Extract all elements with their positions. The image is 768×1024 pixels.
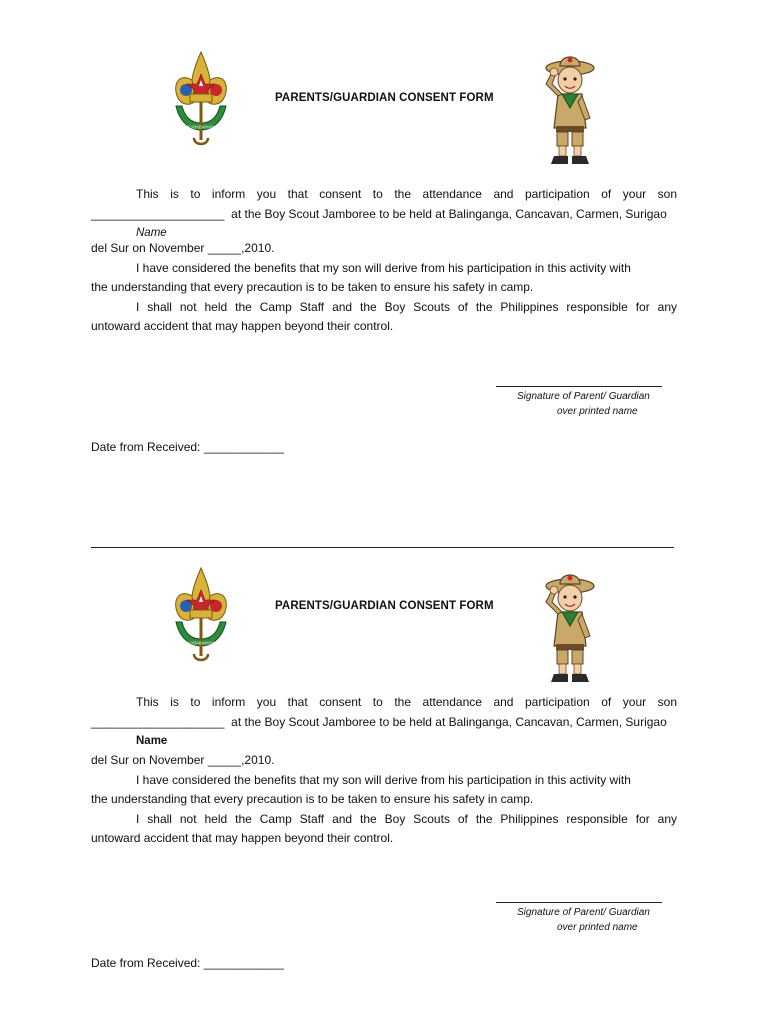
paragraph-3-line-2: untoward accident that may happen beyond their control. <box>91 319 394 333</box>
name-caption: Name <box>136 735 168 747</box>
signature-label: Signature of Parent/ Guardian <box>517 391 650 402</box>
saluting-scout-mascot <box>538 50 600 168</box>
scout-emblem-logo <box>170 50 232 154</box>
form-body <box>91 185 677 337</box>
saluting-scout-mascot <box>538 568 600 686</box>
paragraph-1-line-3: del Sur on November _____,2010. <box>91 241 275 255</box>
logo-lettering: KABABAIHAN <box>187 124 215 130</box>
paragraph-3-line-2: untoward accident that may happen beyond their control. <box>91 831 394 845</box>
paragraph-2-line-2: the understanding that every precaution is to be taken to ensure his safety in camp. <box>91 280 534 294</box>
name-caption: Name <box>136 227 167 239</box>
paragraph-1-line-1: This is to inform you that consent to the attendance and participation of your son <box>136 187 677 201</box>
jamboree-location-text: at the Boy Scout Jamboree to be held at Balinganga, Cancavan, Carmen, Surigao <box>231 206 667 221</box>
date-received-field[interactable]: Date from Received: ____________ <box>91 956 284 970</box>
son-name-blank[interactable]: ____________________ <box>91 206 225 221</box>
paragraph-1-line-2 <box>91 713 677 733</box>
logo-lettering: KABABAIHAN <box>187 640 215 646</box>
paragraph-3-line-1: I shall not held the Camp Staff and the Boy Scouts of the Philippines responsible for any <box>136 811 677 826</box>
date-received-field[interactable]: Date from Received: ____________ <box>91 440 284 454</box>
paragraph-2-line-1: I have considered the benefits that my son will derive from his participation in this activity with <box>136 772 631 787</box>
paragraph-1-line-2 <box>91 205 677 225</box>
scout-emblem-logo <box>170 566 232 670</box>
consent-form-1 <box>0 0 768 480</box>
signature-line[interactable] <box>496 902 662 903</box>
signature-line[interactable] <box>496 386 662 387</box>
name-caption-row <box>91 224 677 239</box>
son-name-blank[interactable]: ____________________ <box>91 714 225 729</box>
form-body <box>91 693 677 849</box>
signature-sublabel: over printed name <box>557 922 638 933</box>
form-title: PARENTS/GUARDIAN CONSENT FORM <box>275 600 494 612</box>
signature-sublabel: over printed name <box>557 406 638 417</box>
consent-form-2 <box>0 516 768 996</box>
paragraph-3-line-1: I shall not held the Camp Staff and the Boy Scouts of the Philippines responsible for any <box>136 299 677 314</box>
jamboree-location-text: at the Boy Scout Jamboree to be held at Balinganga, Cancavan, Carmen, Surigao <box>231 714 667 729</box>
paragraph-1-line-1: This is to inform you that consent to the attendance and participation of your son <box>136 695 677 709</box>
name-caption-row <box>91 732 677 751</box>
paragraph-2-line-1: I have considered the benefits that my son will derive from his participation in this activity with <box>136 260 631 275</box>
paragraph-2-line-2: the understanding that every precaution is to be taken to ensure his safety in camp. <box>91 792 534 806</box>
paragraph-1-line-3: del Sur on November _____,2010. <box>91 753 275 767</box>
form-title: PARENTS/GUARDIAN CONSENT FORM <box>275 92 494 104</box>
signature-label: Signature of Parent/ Guardian <box>517 907 650 918</box>
